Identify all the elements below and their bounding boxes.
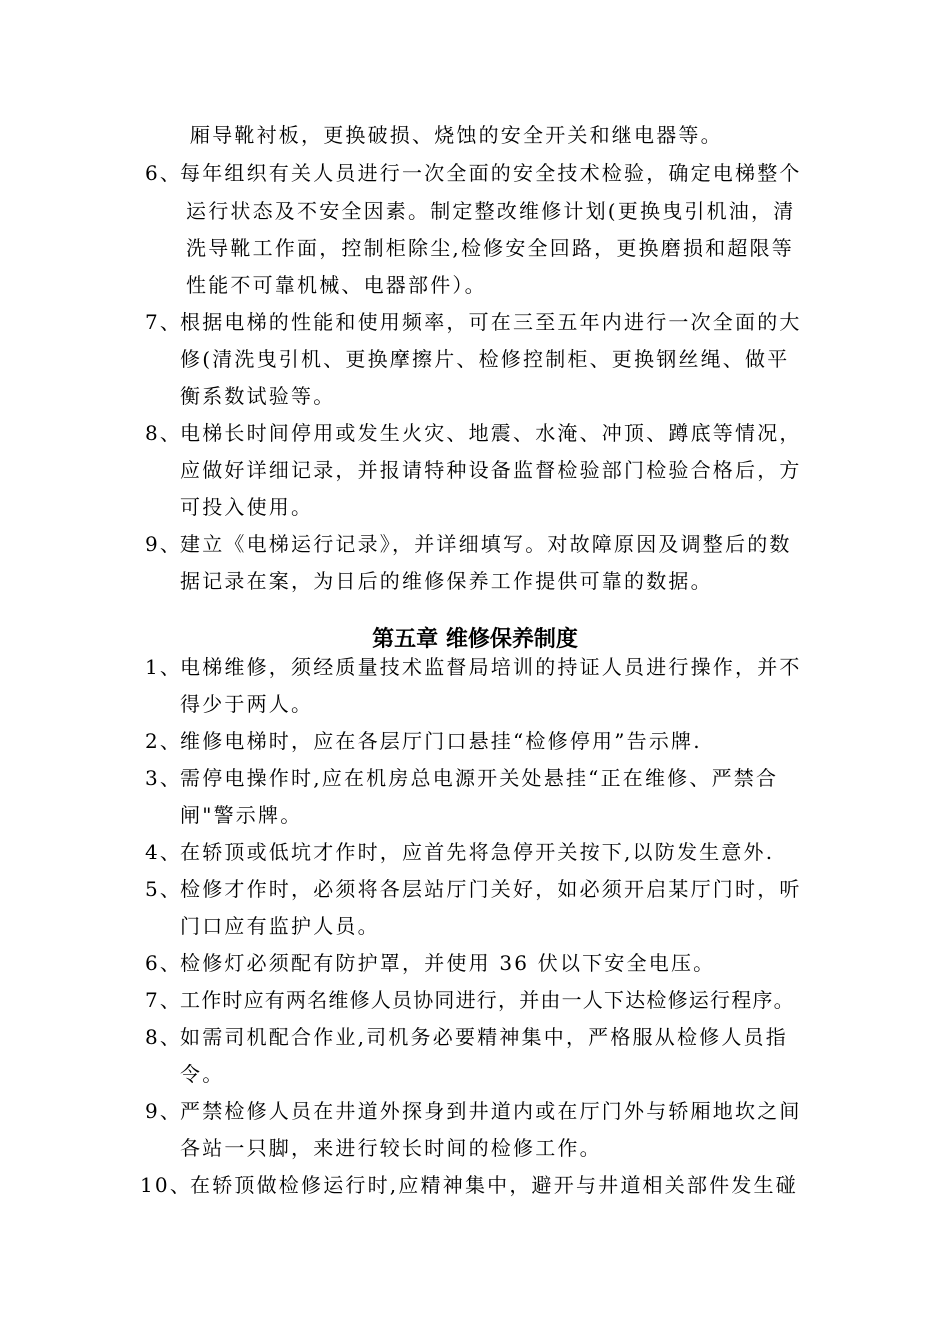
list-item-line: 在轿顶或低坑才作时，应首先将急停开关按下,以防发生意外. bbox=[180, 840, 775, 864]
list-item-line: 在轿顶做检修运行时,应精神集中，避开与井道相关部件发生碰 bbox=[190, 1173, 798, 1197]
list-item-line: 检修灯必须配有防护罩，并使用 36 伏以下安全电压。 bbox=[180, 951, 716, 975]
list-item-number: 5、 bbox=[145, 877, 183, 901]
list-item-number: 1、 bbox=[145, 655, 183, 679]
list-item-line: 得少于两人。 bbox=[180, 692, 314, 716]
list-item-line: 洗导靴工作面，控制柜除尘,检修安全回路，更换磨损和超限等 bbox=[186, 236, 794, 260]
list-item-number: 3、 bbox=[145, 766, 183, 790]
list-item-line: 电梯长时间停用或发生火灾、地震、水淹、冲顶、蹲底等情况， bbox=[180, 421, 802, 445]
list-item-line: 据记录在案，为日后的维修保养工作提供可靠的数据。 bbox=[180, 569, 713, 593]
list-item-number: 4、 bbox=[145, 840, 183, 864]
list-item-line: 工作时应有两名维修人员协同进行，并由一人下达检修运行程序。 bbox=[180, 988, 795, 1012]
list-item-line: 检修才作时，必须将各层站厅门关好，如必须开启某厅门时，听 bbox=[180, 877, 802, 901]
list-item-number: 6、 bbox=[145, 161, 183, 185]
list-item-number: 7、 bbox=[145, 988, 183, 1012]
list-item-line: 应做好详细记录，并报请特种设备监督检验部门检验合格后，方 bbox=[180, 458, 802, 482]
list-item-number: 6、 bbox=[145, 951, 183, 975]
list-item-line: 如需司机配合作业,司机务必要精神集中，严格服从检修人员指 bbox=[180, 1025, 788, 1049]
list-item-number: 7、 bbox=[145, 310, 183, 334]
continuation-line: 厢导靴衬板，更换破损、烧蚀的安全开关和继电器等。 bbox=[190, 123, 723, 147]
list-item-line: 衡系数试验等。 bbox=[180, 384, 336, 408]
list-item-line: 需停电操作时,应在机房总电源开关处悬挂“正在维修、严禁合 bbox=[180, 766, 779, 790]
list-item-line: 令。 bbox=[180, 1062, 225, 1086]
list-item-number: 9、 bbox=[145, 532, 183, 556]
list-item-number: 8、 bbox=[145, 1025, 183, 1049]
list-item-line: 电梯维修，须经质量技术监督局培训的持证人员进行操作，并不 bbox=[180, 655, 802, 679]
list-item-number: 2、 bbox=[145, 729, 183, 753]
list-item-line: 运行状态及不安全因素。制定整改维修计划(更换曳引机油，清 bbox=[186, 199, 796, 223]
list-item-line: 严禁检修人员在井道外探身到井道内或在厅门外与轿厢地坎之间 bbox=[180, 1099, 802, 1123]
chapter-heading: 第五章 维修保养制度 bbox=[372, 627, 578, 652]
list-item-line: 性能不可靠机械、电器部件）。 bbox=[186, 273, 487, 297]
list-item-number: 8、 bbox=[145, 421, 183, 445]
list-item-line: 修(清洗曳引机、更换摩擦片、检修控制柜、更换钢丝绳、做平 bbox=[180, 347, 790, 371]
list-item-line: 各站一只脚，来进行较长时间的检修工作。 bbox=[180, 1136, 602, 1160]
list-item-line: 根据电梯的性能和使用频率，可在三至五年内进行一次全面的大 bbox=[180, 310, 802, 334]
list-item-number: 9、 bbox=[145, 1099, 183, 1123]
list-item-line: 闸"警示牌。 bbox=[180, 803, 303, 827]
list-item-line: 维修电梯时，应在各层厅门口悬挂“检修停用”告示牌. bbox=[180, 729, 702, 753]
list-item-line: 每年组织有关人员进行一次全面的安全技术检验，确定电梯整个 bbox=[180, 161, 802, 185]
list-item-line: 可投入使用。 bbox=[180, 495, 314, 519]
list-item-line: 门口应有监护人员。 bbox=[180, 914, 380, 938]
list-item-line: 建立《电梯运行记录》，并详细填写。对故障原因及调整后的数 bbox=[180, 532, 792, 556]
list-item-number: 10、 bbox=[140, 1173, 193, 1197]
